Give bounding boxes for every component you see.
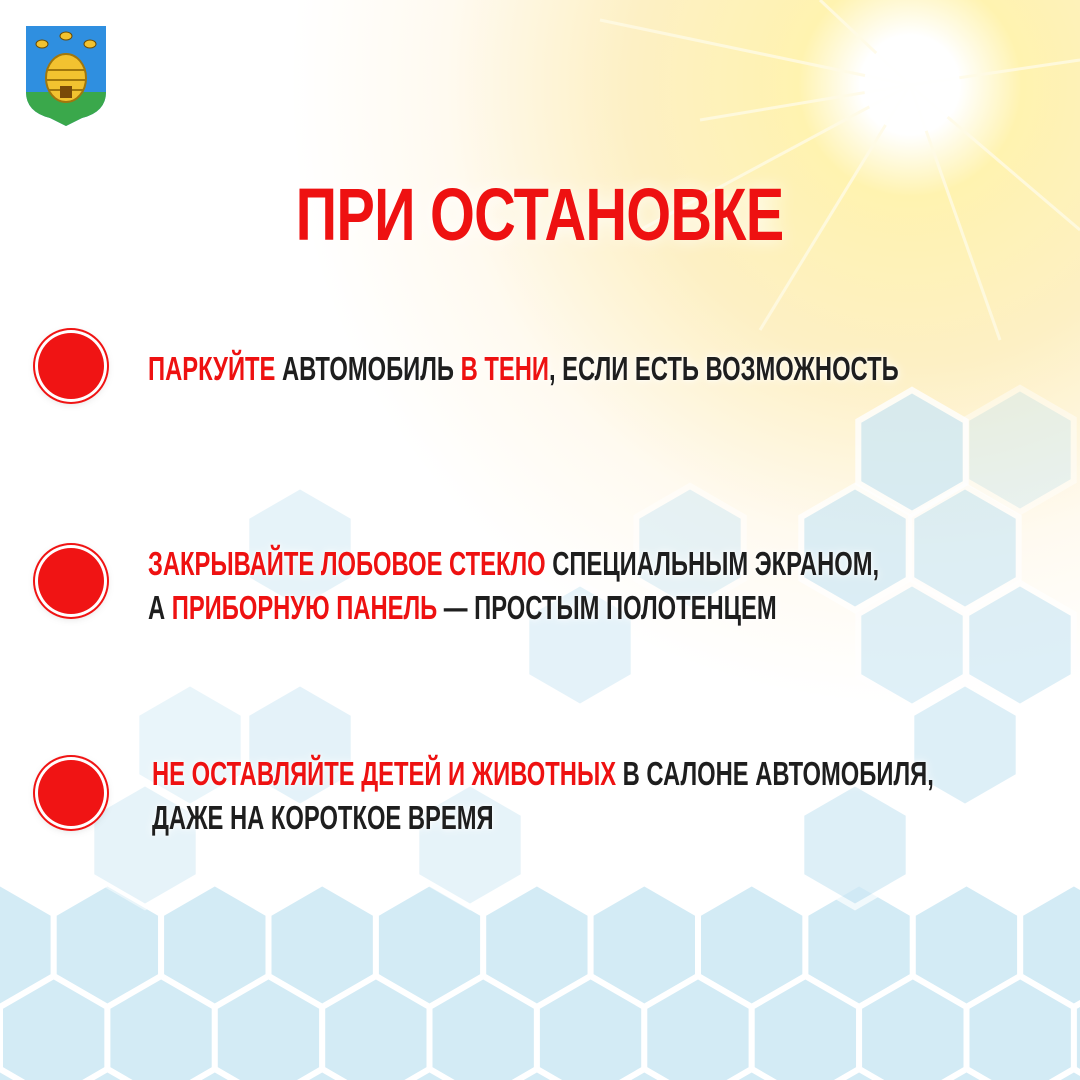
item-line: А ПРИБОРНУЮ ПАНЕЛЬ — ПРОСТЫМ ПОЛОТЕНЦЕМ — [148, 589, 777, 626]
red-bullet-icon — [38, 760, 104, 826]
item-text — [148, 542, 879, 630]
item-text — [148, 347, 899, 391]
hexagon-shape — [966, 388, 1073, 512]
item-line: ЗАКРЫВАЙТЕ ЛОБОВОЕ СТЕКЛО СПЕЦИАЛЬНЫМ ЭКРАНОМ, — [148, 545, 880, 582]
page-title: ПРИ ОСТАНОВКЕ — [295, 173, 784, 256]
item-line: ПАРКУЙТЕ АВТОМОБИЛЬ В ТЕНИ, ЕСЛИ ЕСТЬ ВОЗМОЖНОСТЬ — [148, 350, 899, 387]
hexagon-shape — [966, 583, 1073, 707]
red-bullet-icon — [38, 333, 104, 399]
red-bullet-icon — [38, 548, 104, 614]
item-line: ДАЖЕ НА КОРОТКОЕ ВРЕМЯ — [152, 799, 494, 836]
sun-icon — [864, 37, 960, 133]
item-line: НЕ ОСТАВЛЯЙТЕ ДЕТЕЙ И ЖИВОТНЫХ В САЛОНЕ АВТОМОБИЛЯ, — [152, 755, 934, 792]
beehive-coat-of-arms-icon — [20, 20, 112, 134]
item-text — [152, 752, 934, 840]
